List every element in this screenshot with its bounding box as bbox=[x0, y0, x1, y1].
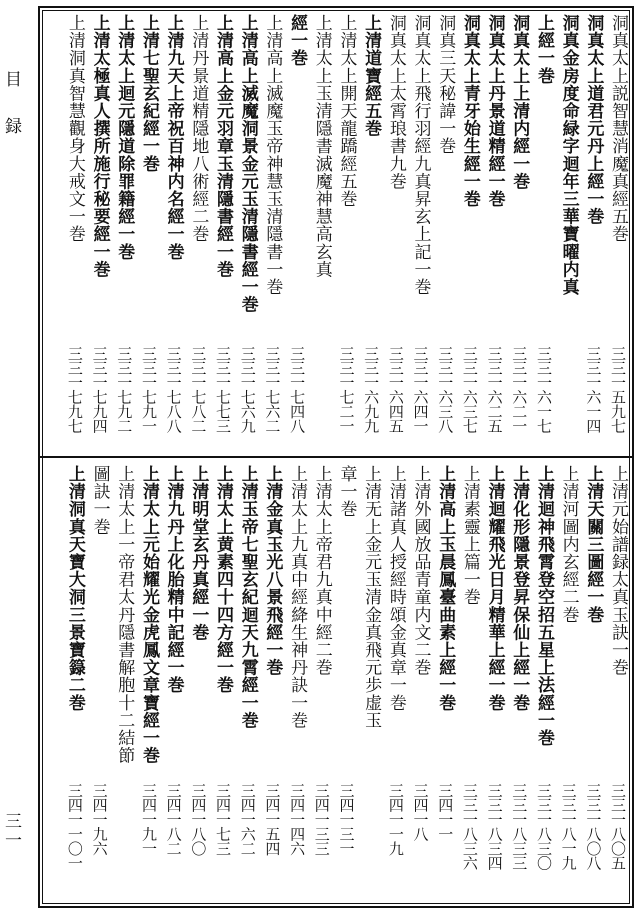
entry-title: 上清丹景道精隱地八術經二巻 bbox=[188, 14, 209, 243]
catalog-entry bbox=[531, 465, 556, 901]
entry-page-ref: 三三一六三七 bbox=[460, 346, 479, 433]
catalog-entry bbox=[210, 465, 235, 901]
page-number: 三一 bbox=[1, 812, 21, 850]
catalog-entry bbox=[556, 14, 581, 450]
catalog-entry bbox=[581, 14, 606, 450]
entry-title: 上清太極真人撰所施行秘要經一巻 bbox=[89, 14, 110, 278]
entry-page-ref: 三三一八〇八 bbox=[584, 783, 603, 870]
catalog-top-section bbox=[48, 14, 630, 450]
entry-title: 上清太上元始耀光金虎鳳文章寶經一巻 bbox=[138, 465, 159, 765]
entry-title: 洞真太上説智慧消魔真經五巻 bbox=[608, 14, 628, 243]
entry-title: 圖訣一巻 bbox=[89, 465, 110, 536]
entry-title: 上清天關三圖經一巻 bbox=[583, 465, 604, 624]
entry-page-ref: 三四一七三 bbox=[214, 783, 232, 856]
entry-title: 上清太上玉清隱書滅魔神慧高玄真 bbox=[311, 14, 332, 278]
catalog-entry bbox=[260, 14, 285, 450]
entry-title: 上清高上滅魔玉帝神慧玉清隱書一巻 bbox=[262, 14, 283, 296]
entry-title: 上清外國放品青童内文二巻 bbox=[410, 465, 431, 677]
entry-page-ref: 三三一八三四 bbox=[485, 783, 504, 870]
catalog-entry bbox=[433, 14, 458, 450]
entry-page-ref: 三三一七八八 bbox=[164, 346, 183, 433]
entry-title: 洞真太上丹景道精經一巻 bbox=[484, 14, 505, 208]
entry-page-ref: 三三一六四一 bbox=[411, 346, 430, 433]
catalog-entry bbox=[457, 465, 482, 901]
catalog-entry bbox=[358, 465, 383, 901]
catalog-entry bbox=[383, 465, 408, 901]
catalog-bottom-section bbox=[48, 465, 630, 901]
catalog-entry bbox=[482, 465, 507, 901]
entry-page-ref: 三三一七九四 bbox=[90, 346, 109, 433]
catalog-entry bbox=[186, 14, 211, 450]
catalog-entry bbox=[408, 465, 433, 901]
entry-page-ref: 三三一八〇五 bbox=[609, 783, 627, 870]
catalog-entry bbox=[408, 14, 433, 450]
catalog-entry bbox=[62, 14, 87, 450]
catalog-entry bbox=[62, 465, 87, 901]
entry-title: 洞真三天秘諱一巻 bbox=[435, 14, 456, 155]
entry-title: 上清高上玉晨鳳臺曲素上經一巻 bbox=[435, 465, 456, 712]
catalog-entry bbox=[235, 465, 260, 901]
entry-page-ref: 三三一六二五 bbox=[485, 346, 504, 433]
side-header: 目録 bbox=[1, 70, 21, 164]
catalog-entry bbox=[507, 465, 532, 901]
entry-title: 上清河圖内玄經二巻 bbox=[558, 465, 579, 624]
entry-page-ref: 三三一七八二 bbox=[189, 346, 208, 433]
entry-title: 洞真太上上清内經一巻 bbox=[509, 14, 530, 190]
catalog-entry bbox=[334, 14, 359, 450]
catalog-entry bbox=[457, 14, 482, 450]
entry-page-ref: 三四一三三 bbox=[312, 783, 331, 856]
entry-page-ref: 三四一六二 bbox=[238, 783, 257, 856]
catalog-entry bbox=[284, 14, 309, 450]
catalog-entry bbox=[136, 465, 161, 901]
entry-page-ref: 三四一九六 bbox=[90, 783, 109, 856]
entry-page-ref: 三四一九一 bbox=[139, 783, 158, 856]
entry-page-ref: 三三一七二一 bbox=[337, 346, 356, 433]
catalog-entry bbox=[482, 14, 507, 450]
entry-page-ref: 三三一六二一 bbox=[510, 346, 529, 433]
entry-title: 上清太上開天龍蹻經五巻 bbox=[336, 14, 357, 208]
catalog-entry bbox=[358, 14, 383, 450]
catalog-entry bbox=[507, 14, 532, 450]
entry-page-ref: 三三一七四八 bbox=[288, 346, 307, 433]
entry-page-ref: 三三一七九七 bbox=[65, 346, 84, 433]
entry-title: 上經一巻 bbox=[533, 14, 554, 85]
catalog-entry bbox=[581, 465, 606, 901]
entry-title: 上清洞真智慧觀身大戒文一巻 bbox=[64, 14, 85, 243]
entry-title: 上清迴神飛霄登空招五星上法經一巻 bbox=[533, 465, 554, 747]
catalog-entry bbox=[87, 465, 112, 901]
entry-page-ref: 三三一八三六 bbox=[460, 783, 479, 870]
entry-title: 上清迴耀飛光日月精華上經一巻 bbox=[484, 465, 505, 712]
entry-title: 上清化形隱景登昇保仙上經一巻 bbox=[509, 465, 530, 712]
entry-page-ref: 三三一七六二 bbox=[263, 346, 282, 433]
entry-page-ref: 三三一七九一 bbox=[139, 346, 158, 433]
entry-title: 洞真太上飛行羽經九真昇玄上記一巻 bbox=[410, 14, 431, 296]
entry-title: 上清元始譜録太真玉訣一巻 bbox=[608, 465, 628, 677]
catalog-entry bbox=[136, 14, 161, 450]
entry-title: 洞真金房度命緑字迴年三華寶曜内真 bbox=[558, 14, 579, 296]
entry-page-ref: 三四一八〇 bbox=[189, 783, 208, 856]
catalog-entry bbox=[112, 465, 137, 901]
entry-title: 上清太上九真中經絳生神丹訣一巻 bbox=[287, 465, 308, 729]
entry-title: 上清太上一帝君太丹隱書解胞十二結節 bbox=[114, 465, 135, 765]
entry-title: 上清高上金元羽章玉清隱書經一巻 bbox=[213, 14, 233, 278]
entry-title: 上清玉帝七聖玄紀迴天九霄經一巻 bbox=[237, 465, 258, 729]
catalog-entry bbox=[112, 14, 137, 450]
entry-page-ref: 三三一六三八 bbox=[436, 346, 455, 433]
entry-title: 洞真太上太霄琅書九巻 bbox=[385, 14, 406, 190]
entry-title: 上清金真玉光八景飛經一巻 bbox=[262, 465, 283, 677]
entry-title: 上清道寶經五巻 bbox=[361, 14, 382, 138]
entry-page-ref: 三四一八 bbox=[411, 783, 430, 841]
catalog-entry bbox=[235, 14, 260, 450]
entry-title: 上清洞真天寶大洞三景寶籙二巻 bbox=[64, 465, 85, 712]
catalog-entry bbox=[531, 14, 556, 450]
entry-title: 上清諸真人授經時頌金真章一巻 bbox=[385, 465, 406, 712]
entry-title: 上清太上迴元隱道除罪籍經一巻 bbox=[114, 14, 135, 261]
entry-title: 上清七聖玄紀經一巻 bbox=[138, 14, 159, 173]
entry-page-ref: 三四一三一 bbox=[337, 783, 356, 856]
entry-page-ref: 三三一八一九 bbox=[559, 783, 578, 870]
entry-page-ref: 三三一七七三 bbox=[214, 346, 232, 433]
entry-page-ref: 三四一四六 bbox=[288, 783, 307, 856]
catalog-entry bbox=[186, 465, 211, 901]
catalog-entry bbox=[383, 14, 408, 450]
entry-page-ref: 三三一六四五 bbox=[386, 346, 405, 433]
entry-page-ref: 三三一七六九 bbox=[238, 346, 257, 433]
catalog-entry bbox=[260, 465, 285, 901]
entry-page-ref: 三四一一九 bbox=[386, 783, 405, 856]
catalog-entry bbox=[556, 465, 581, 901]
entry-page-ref: 三三一五九七 bbox=[609, 346, 627, 433]
catalog-entry bbox=[309, 465, 334, 901]
catalog-entry bbox=[309, 14, 334, 450]
entry-title: 上清九丹上化胎精中記經一巻 bbox=[163, 465, 184, 694]
entry-title: 上清太上帝君九真中經二巻 bbox=[311, 465, 332, 677]
entry-page-ref: 三四一五四 bbox=[263, 783, 282, 856]
entry-title: 上清素靈上篇一巻 bbox=[459, 465, 480, 606]
entry-title: 上清明堂玄丹真經一巻 bbox=[188, 465, 209, 641]
entry-title: 洞真太上道君元丹上經一巻 bbox=[583, 14, 604, 226]
catalog-entry bbox=[284, 465, 309, 901]
entry-title: 章一巻 bbox=[336, 465, 357, 518]
entry-page-ref: 三三一六九九 bbox=[362, 346, 381, 433]
entry-page-ref: 三四一一〇一 bbox=[65, 783, 84, 870]
catalog-entry bbox=[433, 465, 458, 901]
entry-page-ref: 三三一八三三 bbox=[510, 783, 529, 870]
entry-page-ref: 三四一一 bbox=[436, 783, 455, 841]
entry-page-ref: 三四一八二 bbox=[164, 783, 183, 856]
entry-title: 上清太上黄素四十四方經一巻 bbox=[213, 465, 233, 694]
section-divider bbox=[40, 456, 632, 458]
entry-title: 上清无上金元玉清金真飛元歩虚玉 bbox=[361, 465, 382, 729]
entry-title: 上清九天上帝祝百神内名經一巻 bbox=[163, 14, 184, 261]
entry-title: 經一巻 bbox=[287, 14, 308, 67]
catalog-entry bbox=[605, 465, 630, 901]
entry-page-ref: 三三一七九二 bbox=[115, 346, 134, 433]
entry-page-ref: 三三一六一七 bbox=[534, 346, 553, 433]
entry-page-ref: 三三一八三〇 bbox=[534, 783, 553, 870]
catalog-entry bbox=[161, 465, 186, 901]
catalog-entry bbox=[210, 14, 235, 450]
entry-page-ref: 三三一六一四 bbox=[584, 346, 603, 433]
entry-title: 洞真太上青牙始生經一巻 bbox=[459, 14, 480, 208]
catalog-entry bbox=[87, 14, 112, 450]
catalog-entry bbox=[605, 14, 630, 450]
catalog-entry bbox=[161, 14, 186, 450]
catalog-entry bbox=[334, 465, 359, 901]
entry-title: 上清高上滅魔洞景金元玉清隱書經一巻 bbox=[237, 14, 258, 314]
